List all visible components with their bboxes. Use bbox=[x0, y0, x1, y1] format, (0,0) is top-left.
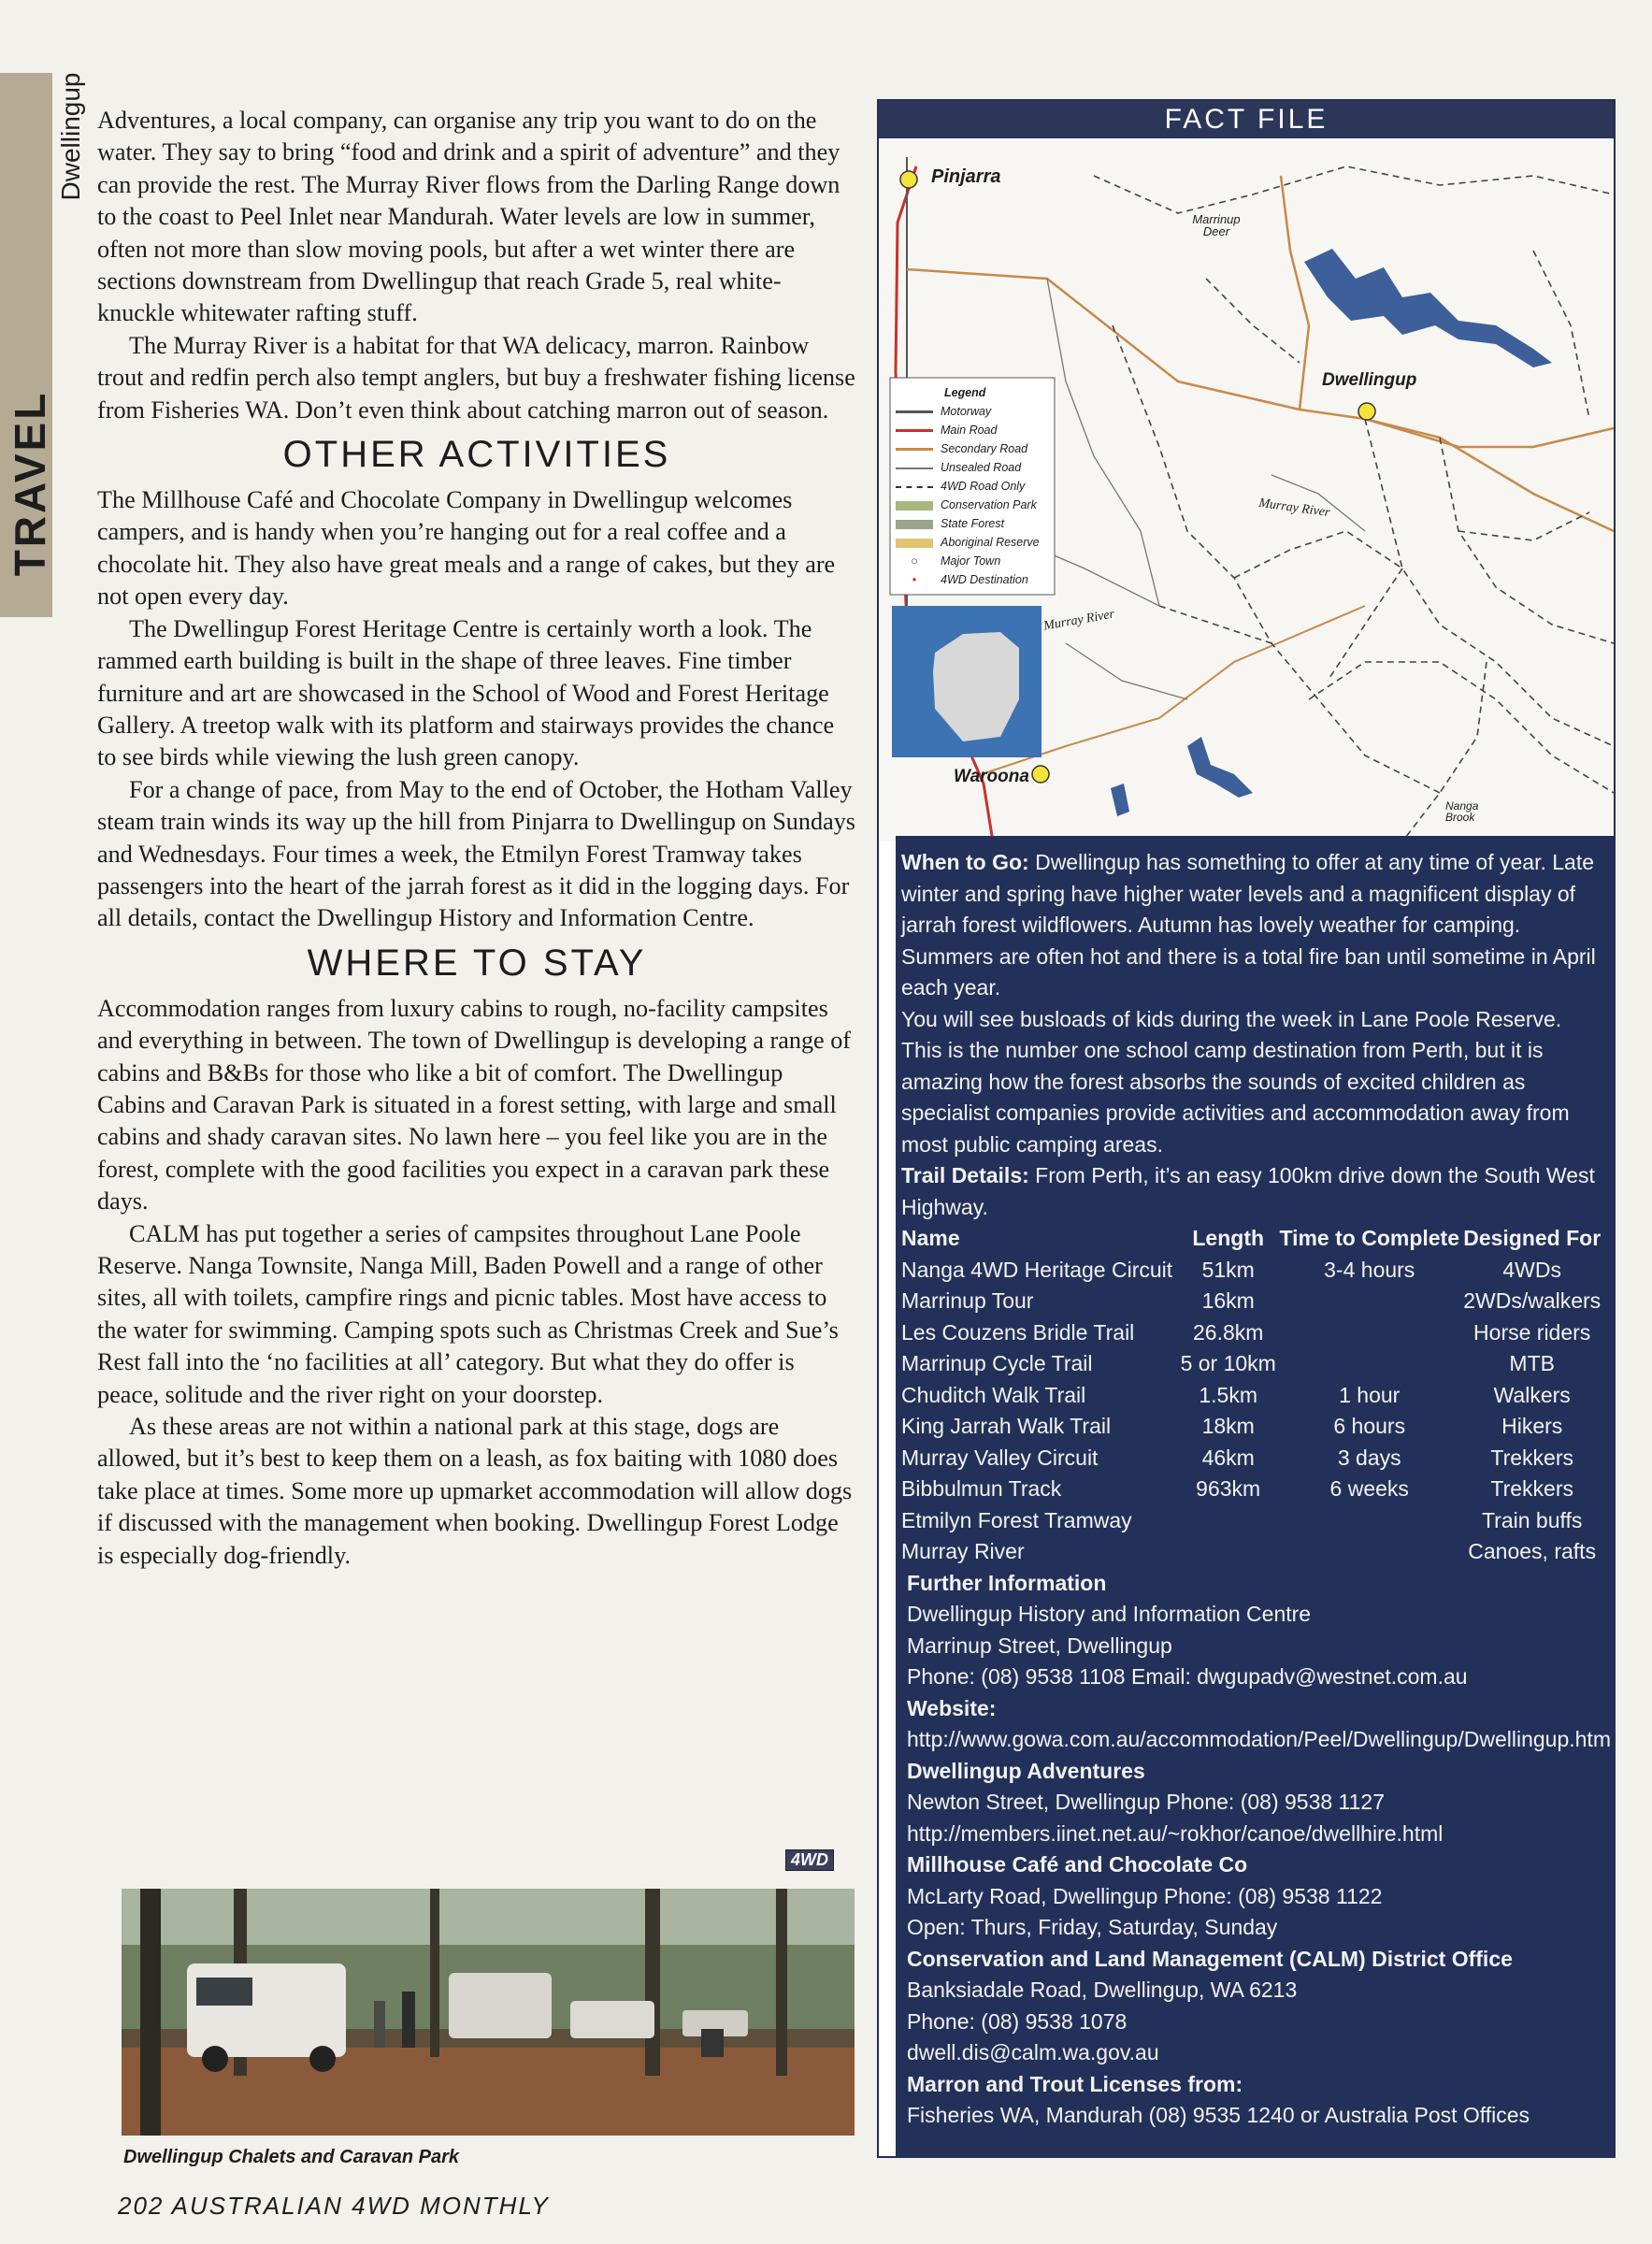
when-to-go-more: You will see busloads of kids during the week in Lane Poole Reserve. This is the number one school camp destination from Perth, but it is amazing how the forest absorbs the sounds of excited children as specialist companies provide activities and accommodation away from most public camping areas. bbox=[901, 1006, 1570, 1157]
end-badge: 4WD bbox=[785, 1849, 834, 1871]
article-body bbox=[97, 105, 856, 1572]
legend-title: Legend bbox=[944, 386, 986, 399]
paragraph: For a change of pace, from May to the end of October, the Hotham Valley steam train winds its way up the hill from Pinjarra to Dwellingup on Sundays and Wednesdays. Four times a week, the Etmilyn Forest Tramway takes passengers into the heart of the jarrah forest as it did in the logging days. For all details, contact the Dwellingup History and Information Centre. bbox=[97, 775, 855, 932]
table-row: Marrinup Tour 16km 2WDs/walkers bbox=[901, 1288, 1602, 1313]
licenses-title: Marron and Trout Licenses from: bbox=[907, 2071, 1243, 2096]
info-line: Phone: (08) 9538 1078 bbox=[907, 2008, 1128, 2034]
table-row: Murray Valley Circuit 46km 3 days Trekkers bbox=[901, 1445, 1573, 1470]
info-line: Marrinup Street, Dwellingup bbox=[907, 1633, 1172, 1658]
map-label-murray-river: Murray River bbox=[1257, 496, 1331, 521]
area-map bbox=[879, 138, 1614, 842]
legend-item: State Forest bbox=[896, 514, 1055, 533]
caravan-park-photo bbox=[122, 1889, 855, 2136]
legend-item: Secondary Road bbox=[896, 439, 1055, 458]
further-title: Further Information bbox=[907, 1570, 1107, 1595]
paragraph: CALM has put together a series of campsites throughout Lane Poole Reserve. Nanga Townsite, Nanga Mill, Baden Powell and a range of other sites, all with toilets, campfire rings and picnic tables. Most have access to the water for swimming. Camping spots such as Christmas Creek and Sue’s Rest fall into the ‘no facilities at all’ category. But what they do offer is peace, solitude and the river right on your doorstep. bbox=[97, 1219, 839, 1408]
calm-title: Conservation and Land Management (CALM) District Office bbox=[907, 1946, 1513, 1971]
page-footer: 202 AUSTRALIAN 4WD MONTHLY bbox=[118, 2192, 550, 2220]
photo-caption: Dwellingup Chalets and Caravan Park bbox=[123, 2147, 459, 2167]
website-title: Website: bbox=[907, 1695, 997, 1720]
legend-item: Unsealed Road bbox=[896, 458, 1055, 477]
info-line: McLarty Road, Dwellingup Phone: (08) 9538 1122 bbox=[907, 1883, 1383, 1908]
paragraph: Adventures, a local company, can organise any trip you want to do on the water. They say to bring “food and drink and a spirit of adventure” and they can provide the rest. The Murray River flows from the Darling Range down to the coast to Peel Inlet near Mandurah. Water levels are low in summer, often not more than slow moving pools, but after a wet winter there are sections downstream from Dwellingup that reach Grade 5, real white-knuckle whitewater rafting stuff. bbox=[97, 107, 840, 327]
map-label-murray-river-west: Murray River bbox=[1042, 607, 1116, 634]
map-town-pinjarra: Pinjarra bbox=[931, 166, 1001, 187]
fact-file-panel bbox=[877, 99, 1616, 2158]
info-line: Newton Street, Dwellingup Phone: (08) 9538 1127 bbox=[907, 1790, 1386, 1814]
adventures-title: Dwellingup Adventures bbox=[907, 1758, 1145, 1783]
when-to-go: When to Go: Dwellingup has something to offer at any time of year. Late winter and spring have higher water levels and a magnificent display of jarrah forest wildflowers. Autumn has lovely weather for camping. Summers are often hot and there is a total fire ban until sometime in April each year. bbox=[901, 850, 1596, 1000]
table-row: Chuditch Walk Trail 1.5km 1 hour Walkers bbox=[901, 1382, 1571, 1407]
adventures-url: http://members.iinet.net.au/~rokhor/canoe/dwellhire.html bbox=[907, 1820, 1444, 1846]
info-line: Banksiadale Road, Dwellingup, WA 6213 bbox=[907, 1978, 1298, 2002]
map-town-waroona: Waroona bbox=[954, 767, 1029, 786]
table-row: Bibbulmun Track 963km 6 weeks Trekkers bbox=[901, 1476, 1573, 1501]
legend-item: ○ Major Town bbox=[911, 554, 1001, 568]
legend-item: Main Road bbox=[896, 421, 1055, 439]
info-line: Open: Thurs, Friday, Saturday, Sunday bbox=[907, 1915, 1278, 1939]
heading-other-activities: OTHER ACTIVITIES bbox=[282, 434, 671, 476]
paragraph: As these areas are not within a national park at this stage, dogs are allowed, but it’s best to keep them on a leash, as fox baiting with 1080 does take place at times. Some more up upmarket accommodation will allow dogs if discussed with the management when booking. Dwellingup Forest Lodge is especially dog-friendly. bbox=[97, 1413, 853, 1569]
info-line: Phone: (08) 9538 1108 Email: dwgupadv@westnet.com.au bbox=[907, 1664, 1468, 1689]
trails-table bbox=[901, 1223, 1602, 1568]
paragraph: The Murray River is a habitat for that WA delicacy, marron. Rainbow trout and redfin perch also tempt anglers, but buy a freshwater fishing license from Fisheries WA. Don’t even think about catching marron out of season. bbox=[97, 331, 855, 424]
legend-item: 4WD Road Only bbox=[896, 477, 1055, 496]
fact-file-title: FACT FILE bbox=[879, 101, 1614, 138]
table-row: Etmilyn Forest Tramway Train buffs bbox=[901, 1507, 1583, 1532]
info-line: Fisheries WA, Mandurah (08) 9535 1240 or Australia Post Offices bbox=[907, 2103, 1530, 2127]
further-information bbox=[901, 1568, 1611, 2132]
table-row: Marrinup Cycle Trail 5 or 10km MTB bbox=[901, 1351, 1555, 1375]
side-section-label: TRAVEL bbox=[6, 390, 54, 577]
legend-item: Motorway bbox=[896, 402, 1055, 421]
website-url: http://www.gowa.com.au/accommodation/Peel/Dwellingup/Dwellingup.htm bbox=[907, 1727, 1611, 1751]
map-legend bbox=[896, 383, 1055, 589]
legend-item: Conservation Park bbox=[896, 496, 1055, 514]
map-label-nanga-brook: Nanga Brook bbox=[1445, 799, 1479, 824]
paragraph: The Dwellingup Forest Heritage Centre is certainly worth a look. The rammed earth building is built in the shape of three leaves. Fine timber furniture and art are showcased in the School of Wood and Forest Heritage Gallery. A treetop walk with its platform and stairways provides the chance to see birds while viewing the lush green canopy. bbox=[97, 614, 835, 771]
trail-details: Trail Details: From Perth, it’s an easy 100km drive down the South West Highway. bbox=[901, 1163, 1595, 1219]
col-header: Time to Complete bbox=[1279, 1226, 1459, 1250]
col-header: Name bbox=[901, 1226, 960, 1250]
col-header: Length bbox=[1192, 1226, 1265, 1250]
table-row: Les Couzens Bridle Trail 26.8km Horse riders bbox=[901, 1319, 1591, 1345]
side-place-label: Dwellingup bbox=[56, 72, 85, 201]
fact-file-info bbox=[896, 836, 1614, 2156]
info-line: Dwellingup History and Information Centre bbox=[907, 1602, 1312, 1626]
map-label-marrinup-deer: Marrinup Deer bbox=[1192, 212, 1241, 238]
calm-email: dwell.dis@calm.wa.gov.au bbox=[907, 2040, 1159, 2064]
paragraph: The Millhouse Café and Chocolate Company in Dwellingup welcomes campers, and is handy when you’re hanging out for a real coffee and a chocolate hit. They also have great meals and a range of cakes, but they are not open every day. bbox=[97, 486, 836, 611]
heading-where-to-stay: WHERE TO STAY bbox=[307, 942, 647, 984]
table-row: King Jarrah Walk Trail 18km 6 hours Hikers bbox=[901, 1414, 1563, 1438]
legend-item: Aboriginal Reserve bbox=[896, 533, 1055, 552]
millhouse-title: Millhouse Café and Chocolate Co bbox=[907, 1852, 1248, 1877]
paragraph: Accommodation ranges from luxury cabins to rough, no-facility campsites and everything in between. The town of Dwellingup is developing a range of cabins and B&Bs for those who like a bit of comfort. The Dwellingup Cabins and Caravan Park is situated in a forest setting, with large and small cabins and shady caravan sites. No lawn here – you feel like you are in the forest, complete with the good facilities you expect in a caravan park these days. bbox=[97, 994, 852, 1216]
legend-item: • 4WD Destination bbox=[912, 573, 1028, 586]
table-row: Nanga 4WD Heritage Circuit 51km 3-4 hours 4WDs bbox=[901, 1257, 1561, 1282]
col-header: Designed For bbox=[1463, 1226, 1602, 1250]
table-row: Murray River Canoes, rafts bbox=[901, 1539, 1597, 1563]
map-town-dwellingup: Dwellingup bbox=[1322, 370, 1417, 390]
